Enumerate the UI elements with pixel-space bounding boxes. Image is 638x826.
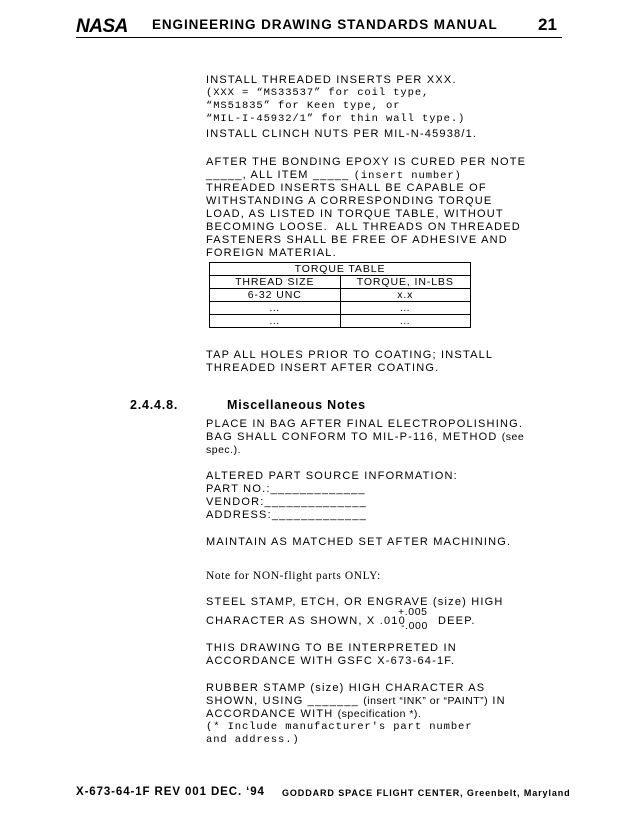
note-rubber-line2b: (insert “INK” or “PAINT”): [363, 695, 489, 707]
section-title: Miscellaneous Notes: [227, 398, 366, 412]
table-cell: …: [340, 315, 471, 328]
note-rubber-line5: and address.): [206, 734, 300, 746]
table-cell: x.x: [340, 289, 471, 302]
note-tap-line2: THREADED INSERT AFTER COATING.: [206, 362, 440, 374]
note-interp-line1: THIS DRAWING TO BE INTERPRETED IN: [206, 642, 457, 654]
torque-table: [209, 262, 471, 328]
table-header-thread-size: THREAD SIZE: [210, 276, 341, 289]
note-bag-line1: PLACE IN BAG AFTER FINAL ELECTROPOLISHING.: [206, 418, 524, 430]
note-altered-line1: ALTERED PART SOURCE INFORMATION:: [206, 470, 458, 482]
note-nonflight: Note for NON-flight parts ONLY:: [206, 570, 381, 582]
manual-title: ENGINEERING DRAWING STANDARDS MANUAL: [152, 17, 498, 32]
note-stamp-line1: STEEL STAMP, ETCH, OR ENGRAVE (size) HIGH: [206, 596, 504, 608]
note-altered-address: ADDRESS:_____________: [206, 509, 367, 521]
stamp-tolerance-plus: +.005: [398, 606, 428, 618]
note-rubber-line2c: IN: [488, 695, 506, 707]
note-tap-line1: TAP ALL HOLES PRIOR TO COATING; INSTALL: [206, 349, 494, 361]
note-bond-line4: WITHSTANDING A CORRESPONDING TORQUE: [206, 195, 493, 207]
table-cell: …: [340, 302, 471, 315]
footer-org: GODDARD SPACE FLIGHT CENTER, Greenbelt, Maryland: [282, 788, 571, 798]
page-number: 21: [538, 15, 557, 34]
note-altered-part-no: PART NO.:_____________: [206, 483, 366, 495]
note-rubber-line4: (* Include manufacturer's part number: [206, 721, 473, 733]
note-bond-line3: THREADED INSERTS SHALL BE CAPABLE OF: [206, 182, 487, 194]
note-clinch: INSTALL CLINCH NUTS PER MIL-N-45938/1.: [206, 128, 478, 140]
table-row: [210, 289, 471, 302]
note-matched: MAINTAIN AS MATCHED SET AFTER MACHINING.: [206, 536, 512, 548]
note-stamp-line2b: DEEP.: [438, 615, 476, 627]
header-rule: [76, 37, 562, 38]
note-insert-line4: “MIL-I-45932/1” for thin wall type.): [206, 113, 466, 125]
note-interp-line2: ACCORDANCE WITH GSFC X-673-64-1F.: [206, 655, 456, 667]
stamp-tolerance-minus: -.000: [401, 620, 428, 632]
torque-table-caption: TORQUE TABLE: [210, 263, 471, 276]
note-bag-line2a: BAG SHALL CONFORM TO MIL-P-116, METHOD: [206, 431, 502, 443]
note-bond-line8: FOREIGN MATERIAL.: [206, 247, 337, 259]
note-bond-line5: LOAD, AS LISTED IN TORQUE TABLE, WITHOUT: [206, 208, 504, 220]
note-insert-line1: INSTALL THREADED INSERTS PER XXX.: [206, 74, 457, 86]
note-rubber-line2: [206, 695, 506, 708]
note-bag-line2: [206, 431, 524, 444]
note-insert-line2: (XXX = “MS33537” for coil type,: [206, 87, 430, 99]
note-bond-line7: FASTENERS SHALL BE FREE OF ADHESIVE AND: [206, 234, 508, 246]
note-rubber-line3a: ACCORDANCE WITH: [206, 708, 338, 720]
note-bag-line3: spec.).: [206, 444, 242, 456]
note-bond-line2a: _____, ALL ITEM _____: [206, 169, 354, 181]
table-cell: …: [210, 302, 341, 315]
note-rubber-line2a: SHOWN, USING _______: [206, 695, 364, 707]
note-rubber-line1: RUBBER STAMP (size) HIGH CHARACTER AS: [206, 682, 486, 694]
note-insert-line3: “MS51835” for Keen type, or: [206, 100, 401, 112]
table-row: [210, 276, 471, 289]
note-rubber-line3b: (specification *).: [337, 708, 422, 720]
note-altered-vendor: VENDOR:______________: [206, 496, 367, 508]
table-row: [210, 263, 471, 276]
section-number: 2.4.4.8.: [130, 398, 179, 412]
note-bond-line2b: (insert number): [353, 170, 462, 182]
nasa-logo: NASA: [76, 16, 128, 37]
footer-doc-id: X-673-64-1F REV 001 DEC. ‘94: [76, 786, 265, 798]
table-row: [210, 302, 471, 315]
table-row: [210, 315, 471, 328]
note-bag-line2b: (see: [501, 431, 525, 443]
note-bond-line2: [206, 169, 462, 183]
note-bond-line1: AFTER THE BONDING EPOXY IS CURED PER NOTE: [206, 156, 527, 168]
note-rubber-line3: [206, 708, 421, 721]
table-header-torque: TORQUE, IN-LBS: [340, 276, 471, 289]
note-bond-line6: BECOMING LOOSE. ALL THREADS ON THREADED: [206, 221, 521, 233]
note-stamp-line2a: CHARACTER AS SHOWN, X .010: [206, 615, 406, 627]
table-cell: 6-32 UNC: [210, 289, 341, 302]
table-cell: …: [210, 315, 341, 328]
